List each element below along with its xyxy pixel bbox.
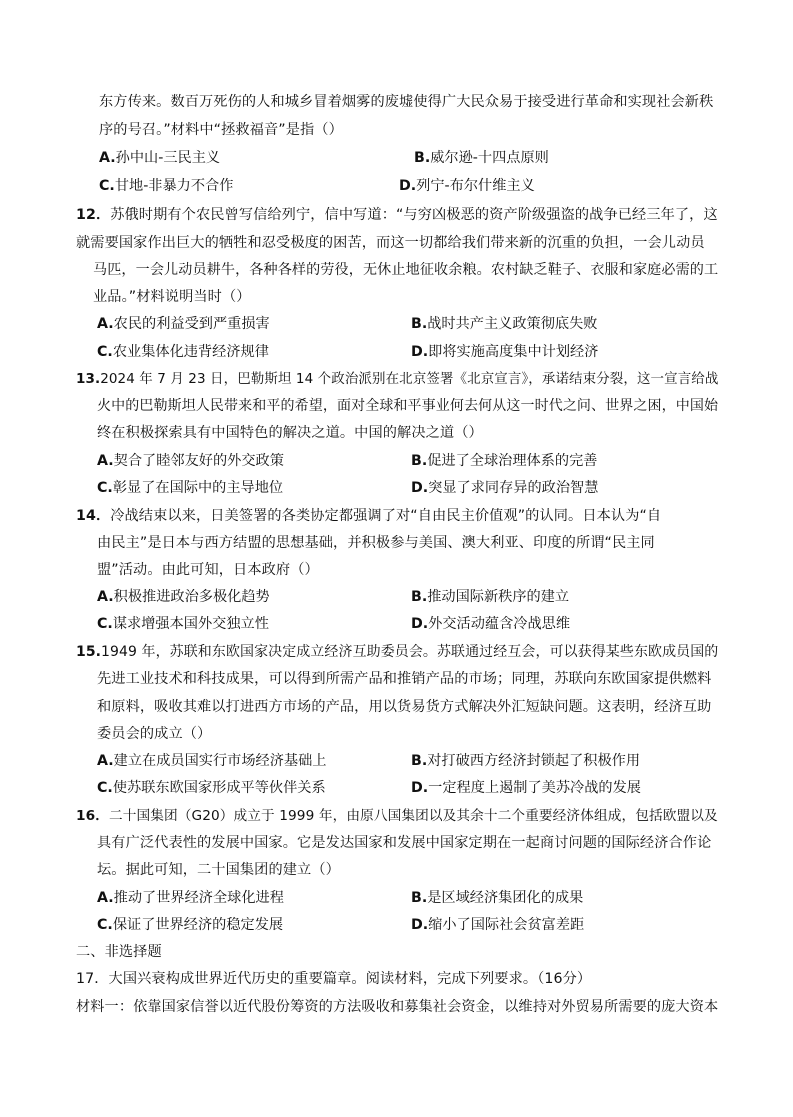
q15-option-c[interactable]: C.使苏联东欧国家形成平等伙伴关系 (97, 780, 326, 796)
q13-text-line-3: 终在积极探索具有中国特色的解决之道。中国的解决之道（） (97, 425, 483, 441)
q13-number: 13. (76, 371, 101, 387)
q16-option-a[interactable]: A.推动了世界经济全球化进程 (97, 890, 284, 906)
q17-text: 17．大国兴衰构成世界近代历史的重要篇章。阅读材料，完成下列要求。（16分） (76, 971, 592, 987)
q12-text-line-4: 业品。”材料说明当时（） (93, 289, 251, 305)
q14-option-d[interactable]: D.外交活动蕴含冷战思维 (411, 616, 571, 632)
q14-option-b[interactable]: B.推动国际新秩序的建立 (411, 589, 570, 605)
q14-text-line-2: 由民主”是日本与西方结盟的思想基础，并积极参与美国、澳大利亚、印度的所谓“民主同 (97, 535, 655, 551)
q14-text-line-1: 14．冷战结束以来，日美签署的各类协定都强调了对“自由民主价值观”的认同。日本认为“自 (76, 508, 662, 524)
q13-option-a[interactable]: A.契合了睦邻友好的外交政策 (97, 453, 284, 469)
q13-option-b[interactable]: B.促进了全球治理体系的完善 (411, 453, 598, 469)
q12-option-b[interactable]: B.战时共产主义政策彻底失败 (411, 316, 598, 332)
q13-text-line-1: 13.2024 年 7 月 23 日，巴勒斯坦 14 个政治派别在北京签署《北京宣言》，承诺结束分裂，这一宣言给战 (76, 371, 719, 387)
q12-option-a[interactable]: A.农民的利益受到严重损害 (97, 316, 270, 332)
q16-text-line-2: 具有广泛代表性的发展中国家。它是发达国家和发展中国家定期在一起商讨问题的国际经济合作论 (97, 835, 712, 851)
q11-text-line-1: 东方传来。数百万死伤的人和城乡冒着烟雾的废墟使得广大民众易于接受进行革命和实现社会新秩 (99, 94, 714, 110)
q13-text-line-2: 火中的巴勒斯坦人民带来和平的希望，面对全球和平事业何去何从这一时代之问、世界之困，中国始 (97, 398, 719, 414)
q16-option-d[interactable]: D.缩小了国际社会贫富差距 (411, 917, 585, 933)
q13-option-c[interactable]: C.彰显了在国际中的主导地位 (97, 480, 284, 496)
q16-number: 16． (76, 808, 109, 824)
q11-option-b[interactable]: B.威尔逊-十四点原则 (414, 150, 549, 166)
q15-text-line-3: 和原料，吸收其难以打进西方市场的产品，用以货易货方式解决外汇短缺问题。这表明，经济互助 (97, 699, 712, 715)
q12-number: 12． (76, 207, 111, 223)
q15-text-line-4: 委员会的成立（） (97, 726, 212, 742)
q14-number: 14． (76, 508, 111, 524)
q11-option-c[interactable]: C.甘地-非暴力不合作 (99, 178, 234, 194)
q15-number: 15. (76, 644, 102, 660)
q14-option-a[interactable]: A.积极推进政治多极化趋势 (97, 589, 270, 605)
q15-option-a[interactable]: A.建立在成员国实行市场经济基础上 (97, 753, 327, 769)
q12-option-c[interactable]: C.农业集体化违背经济规律 (97, 344, 269, 360)
section-heading: 二、非选择题 (76, 944, 162, 960)
q12-text-line-1: 12．苏俄时期有个农民曾写信给列宁，信中写道：“与穷凶极恶的资产阶级强盗的战争已经三年了，这 (76, 207, 718, 223)
q12-text-line-2: 就需要国家作出巨大的牺牲和忍受极度的困苦，而这一切都给我们带来新的沉重的负担，一会儿动员 (76, 235, 705, 251)
q11-option-d[interactable]: D.列宁-布尔什维主义 (399, 178, 535, 194)
q16-option-c[interactable]: C.保证了世界经济的稳定发展 (97, 917, 284, 933)
q15-option-b[interactable]: B.对打破西方经济封锁起了积极作用 (411, 753, 641, 769)
q12-option-d[interactable]: D.即将实施高度集中计划经济 (411, 344, 599, 360)
q15-text-line-2: 先进工业技术和科技成果，可以得到所需产品和推销产品的市场；同理，苏联向东欧国家提供燃料 (97, 671, 712, 687)
q15-text-line-1: 15.1949 年，苏联和东欧国家决定成立经济互助委员会。苏联通过经互会，可以获得某些东欧成员国的 (76, 644, 719, 660)
q11-option-a[interactable]: A.孙中山-三民主义 (99, 150, 221, 166)
q13-option-d[interactable]: D.突显了求同存异的政治智慧 (411, 480, 599, 496)
q14-text-line-3: 盟”活动。由此可知，日本政府（） (97, 562, 319, 578)
q14-option-c[interactable]: C.谋求增强本国外交独立性 (97, 616, 269, 632)
q15-option-d[interactable]: D.一定程度上遏制了美苏冷战的发展 (411, 780, 641, 796)
q16-text-line-1: 16．二十国集团（G20）成立于 1999 年，由原八国集团以及其余十二个重要经济体组成，包括欧盟以及 (76, 808, 718, 824)
q16-option-b[interactable]: B.是区域经济集团化的成果 (411, 890, 584, 906)
q12-text-line-3: 马匹，一会儿动员耕牛，各种各样的劳役，无休止地征收余粮。农村缺乏鞋子、衣服和家庭必需的工 (93, 262, 719, 278)
q17-material-1: 材料一：依靠国家信誉以近代股份筹资的方法吸收和募集社会资金，以维持对外贸易所需要的庞大资本 (76, 999, 719, 1015)
q11-text-line-2: 序的号召。”材料中“拯救福音”是指（） (99, 122, 343, 138)
q16-text-line-3: 坛。据此可知，二十国集团的建立（） (97, 862, 340, 878)
